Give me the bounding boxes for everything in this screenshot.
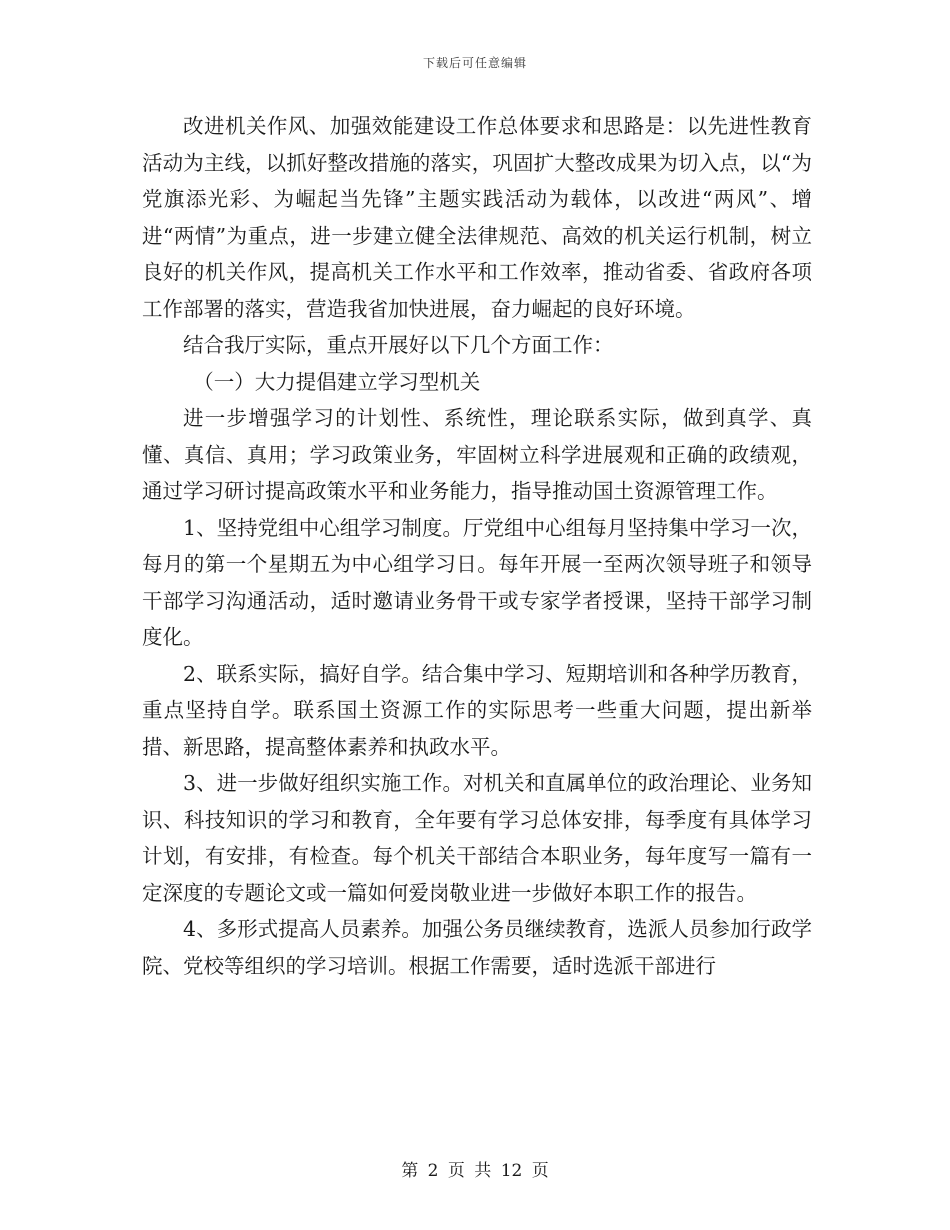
paragraph-overall-requirements: 改进机关作风、加强效能建设工作总体要求和思路是：以先进性教育活动为主线，以抓好整改措施的落实，巩固扩大整改成果为切入点，以“为党旗添光彩、为崛起当先锋”主题实践活动为载体，以改进“两风”、增进“两情”为重点，进一步建立健全法律规范、高效的机关运行机制，树立良好的机关作风，提高机关工作水平和工作效率，推动省委、省政府各项工作部署的落实，营造我省加快进展，奋力崛起的良好环境。 — [142, 114, 812, 321]
page-header-note: 下载后可任意编辑 — [422, 56, 527, 70]
section-heading-learning-organization: （一）大力提倡建立学习型机关 — [193, 369, 481, 394]
document-body — [142, 108, 812, 984]
paragraph-item-3: 3、进一步做好组织实施工作。对机关和直属单位的政治理论、业务知识、科技知识的学习和教育，全年要有学习总体安排，每季度有具体学习计划，有安排，有检查。每个机关干部结合本职业务，每年度写一篇有一定深度的专题论文或一篇如何爱岗敬业进一步做好本职工作的报告。 — [142, 771, 812, 905]
paragraph-work-intro: 结合我厅实际，重点开展好以下几个方面工作： — [183, 333, 614, 357]
paragraph-learning-plan: 进一步增强学习的计划性、系统性，理论联系实际，做到真学、真懂、真信、真用；学习政策业务，牢固树立科学进展观和正确的政绩观，通过学习研讨提高政策水平和业务能力，指导推动国土资源管理工作。 — [142, 406, 812, 503]
paragraph-item-4: 4、多形式提高人员素养。加强公务员继续教育，选派人员参加行政学院、党校等组织的学习培训。根据工作需要，适时选派干部进行 — [142, 917, 812, 978]
paragraph-item-1: 1、坚持党组中心组学习制度。厅党组中心组每月坚持集中学习一次，每月的第一个星期五为中心组学习日。每年开展一至两次领导班子和领导干部学习沟通活动，适时邀请业务骨干或专家学者授课，坚持干部学习制度化。 — [142, 515, 812, 649]
paragraph-item-2: 2、联系实际，搞好自学。结合集中学习、短期培训和各种学历教育，重点坚持自学。联系国土资源工作的实际思考一些重大问题，提出新举措、新思路，提高整体素养和执政水平。 — [142, 661, 812, 759]
page-number: 第 2 页 共 12 页 — [401, 1161, 549, 1181]
